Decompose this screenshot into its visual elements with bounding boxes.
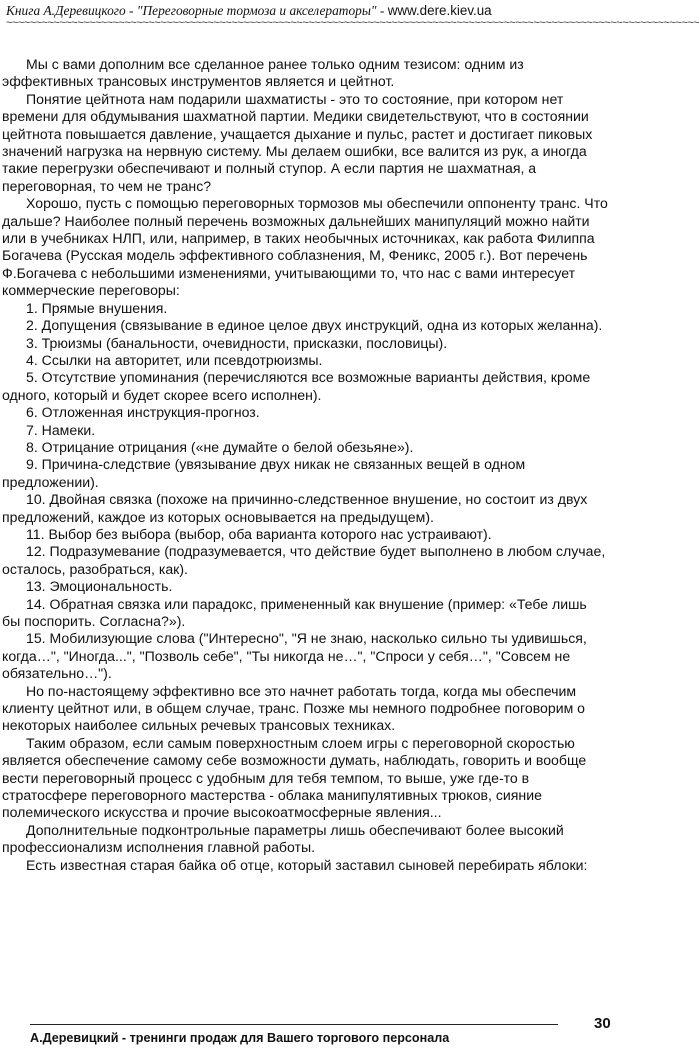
page-number: 30 [594, 1015, 611, 1032]
paragraph: Дополнительные подконтрольные параметры лишь обеспечивают более высокий профессионализм исполнения главной работы. [2, 821, 564, 856]
paragraph: Но по-настоящему эффективно все это начнет работать тогда, когда мы обеспечим клиенту цейтнот или, в общем случае, транс. Позже мы немного подробнее поговорим о некоторых наиболее сильных речевых трансовых техниках. [2, 682, 586, 734]
list-item: 4. Ссылки на авторитет, или псевдотрюизмы. [26, 351, 323, 368]
book-title: Книга А.Деревицкого - "Переговорные тормоза и акселераторы" - [6, 3, 388, 18]
list-item: 14. Обратная связка или парадокс, примененный как внушение (пример: «Тебе лишь бы поспорить. Согласна?»). [2, 595, 587, 629]
list-item: 1. Прямые внушения. [26, 299, 168, 316]
list-item: 2. Допущения (связывание в единое целое двух инструкций, одна из которых желанна). [26, 317, 603, 334]
list-item: 12. Подразумевание (подразумевается, что действие будет выполнено в любом случае, осталось, разобраться, как). [2, 543, 606, 577]
page-body [2, 56, 608, 874]
list-item: 10. Двойная связка (похоже на причинно-следственное внушение, но состоит из двух предложений, каждое из которых основывается на предыдущем). [2, 491, 588, 525]
list-item: 3. Трюизмы (банальности, очевидности, присказки, пословицы). [26, 334, 448, 351]
list-item: 15. Мобилизующие слова ("Интересно", "Я не знаю, насколько сильно ты удивишься, когда…", "Иногда...", "Позволь себе", "Ты никогда не…", "Спроси у себя…", "Совсем не обязательно…"). [2, 630, 587, 682]
website-url: www.dere.kiev.ua [387, 3, 492, 18]
footer-divider [30, 1024, 558, 1025]
paragraph: Хорошо, пусть с помощью переговорных тормозов мы обеспечили оппоненту транс. Что дальше? Наиболее полный перечень возможных дальнейших манипуляций можно найти или в учебниках НЛП, или, например, в таких необычных источниках, как работа Филиппа Богачева (Русская модель эффективного соблазнения, М, Феникс, 2005 г.). Вот перечень Ф.Богачева с небольшими изменениями, учитывающими то, что нас с вами интересует коммерческие переговоры: [2, 195, 608, 299]
list-item: 13. Эмоциональность. [26, 578, 173, 595]
list-item: 7. Намеки. [26, 421, 96, 438]
paragraph: Таким образом, если самым поверхностным слоем игры с переговорной скоростью является обеспечение самому себе возможности думать, наблюдать, говорить и вообще вести переговорный процесс с удобным для тебя темпом, то выше, уже где-то в стратосфере переговорного мастерства - облака манипулятивных трюков, сияние полемического искусства и прочие высокоатмосферные явления... [2, 734, 587, 821]
list-item: 9. Причина-следствие (увязывание двух никак не связанных вещей в одном предложении). [2, 456, 526, 490]
list-item: 5. Отсутствие упоминания (перечисляются все возможные варианты действия, кроме одного, который и будет скорее всего исполнен). [2, 369, 591, 403]
list-item: 6. Отложенная инструкция-прогноз. [26, 404, 260, 421]
footer-text: А.Деревицкий - тренинги продаж для Вашего торгового персонала [30, 1031, 450, 1045]
header-tilde-rule: ~~~~~~~~~~~~~~~~~~~~~~~~~~~~~~~~~~~~~~~~~~~~~~~~~~~~~~~~~~~~~~~~~~~~~~~~~~~~~~~~~~~~~~~~~~~~~~~~~~~~~~~~~~~~~~~~~~~~~ [6, 17, 699, 29]
paragraph: Понятие цейтнота нам подарили шахматисты - это то состояние, при котором нет времени для обдумывания шахматной партии. Медики свидетельствуют, что в состоянии цейтнота повышается давление, учащается дыхание и пульс, растет и достигает пиковых значений нагрузка на нервную систему. Мы делаем ошибки, все валится из рук, а иногда такие перегрузки обеспечивают и полный ступор. А если партия не шахматная, а переговорная, то чем не транс? [2, 90, 593, 194]
paragraph: Есть известная старая байка об отце, который заставил сыновей перебирать яблоки: [26, 856, 588, 873]
list-item: 8. Отрицание отрицания («не думайте о белой обезьяне»). [26, 438, 414, 455]
list-item: 11. Выбор без выбора (выбор, оба варианта которого нас устраивают). [26, 525, 492, 542]
paragraph: Мы с вами дополним все сделанное ранее только одним тезисом: одним из эффективных трансовых инструментов является и цейтнот. [2, 56, 524, 90]
